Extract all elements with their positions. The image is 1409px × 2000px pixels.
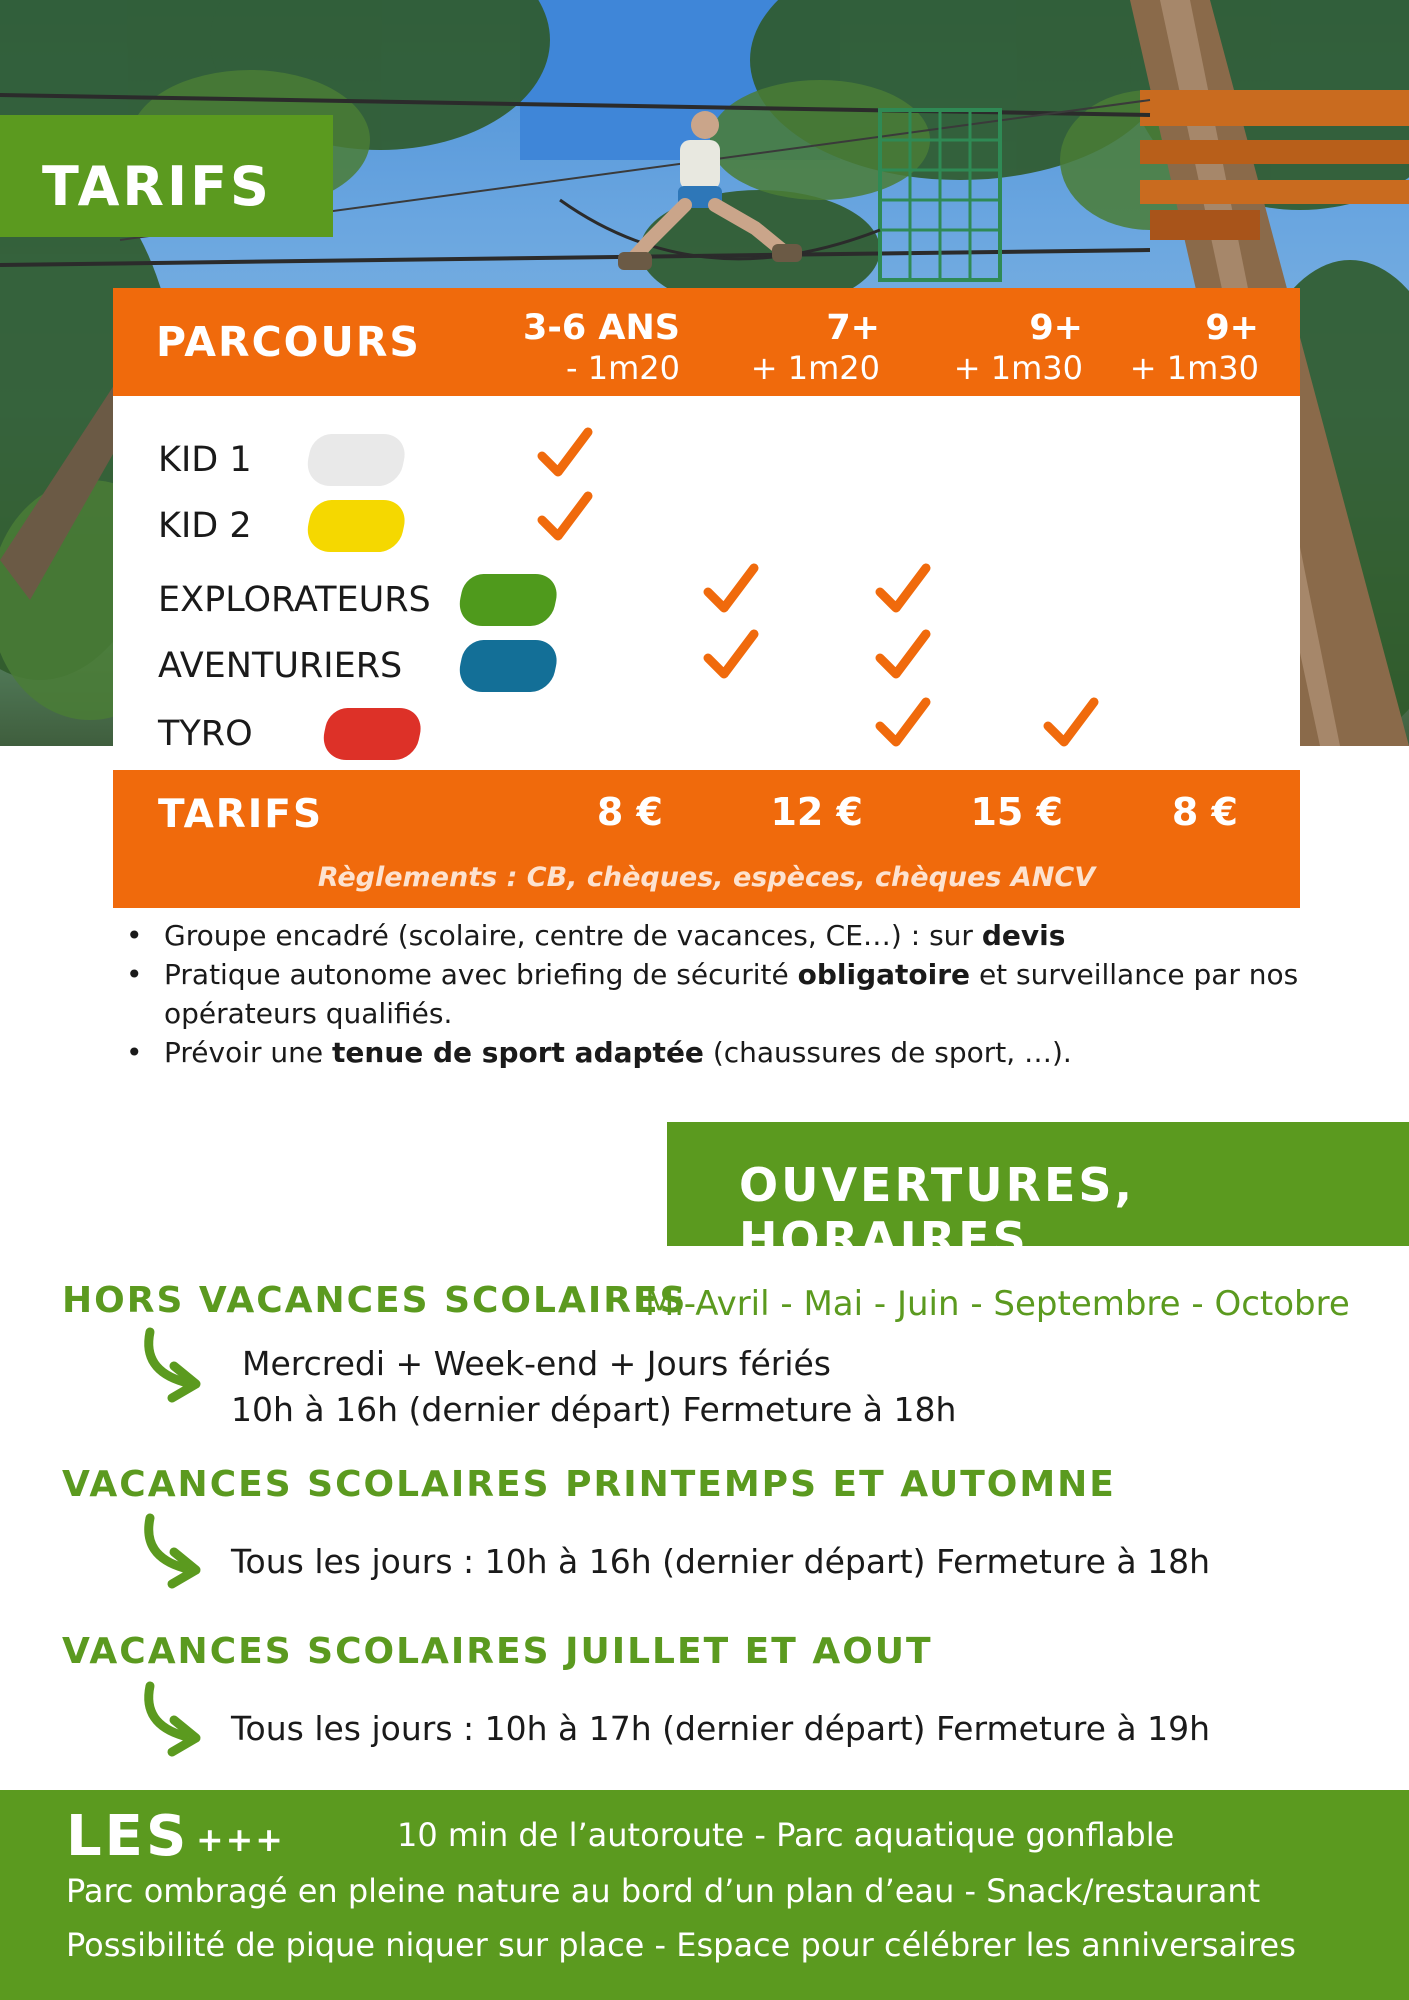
- bullet-text: et surveillance par nos opérateurs qualifiés.: [164, 958, 1299, 1030]
- check-icon: [874, 696, 932, 752]
- curved-arrow-icon: [132, 1512, 214, 1594]
- payment-methods: Règlements : CB, chèques, espèces, chèques ANCV: [317, 862, 1096, 893]
- table-footer-row: [113, 770, 1300, 908]
- advantage-line: Parc ombragé en pleine nature au bord d’un plan d’eau - Snack/restaurant: [66, 1872, 1261, 1910]
- plus-label: +++: [196, 1820, 285, 1859]
- tarifs-section-tab: TARIFS: [0, 115, 333, 237]
- column-header-line2: - 1m20: [566, 349, 680, 387]
- info-bullets: [122, 916, 1322, 1072]
- check-icon: [874, 562, 932, 618]
- column-header-line1: 9+: [1029, 308, 1083, 348]
- section-title-juillet-aout: VACANCES SCOLAIRES JUILLET ET AOUT: [62, 1631, 933, 1672]
- course-color-swatch: [454, 574, 561, 626]
- column-header-age: [500, 308, 680, 388]
- months-list: Mi-Avril - Mai - Juin - Septembre - Octobre: [645, 1284, 1350, 1324]
- price-cell: 15 €: [970, 790, 1063, 834]
- curved-arrow-icon: [132, 1326, 214, 1408]
- bullet-bold: obligatoire: [797, 958, 971, 991]
- price-cell: 8 €: [1171, 790, 1238, 834]
- column-header-line2: + 1m30: [953, 349, 1083, 387]
- bullet-text: Pratique autonome avec briefing de sécurité: [164, 958, 798, 991]
- bullet-text: Groupe encadré (scolaire, centre de vacances, CE…) : sur: [164, 919, 982, 952]
- column-header-age: [903, 308, 1083, 388]
- table-header-row: [113, 288, 1300, 396]
- list-item: [122, 1033, 1322, 1072]
- check-icon: [874, 628, 932, 684]
- column-header-line2: + 1m30: [1129, 349, 1259, 387]
- schedule-line: Mercredi + Week-end + Jours fériés: [242, 1344, 832, 1383]
- tarifs-footer-label: TARIFS: [158, 792, 324, 837]
- schedule-line: 10h à 16h (dernier départ) Fermeture à 18h: [231, 1390, 957, 1429]
- table-body: [113, 396, 1300, 758]
- course-label: EXPLORATEURS: [158, 580, 431, 620]
- course-color-swatch: [302, 500, 409, 552]
- course-color-swatch: [302, 434, 409, 486]
- bullet-bold: devis: [981, 919, 1066, 952]
- course-label: KID 2: [158, 506, 252, 546]
- course-label: AVENTURIERS: [158, 646, 403, 686]
- price-cell: 8 €: [596, 790, 663, 834]
- course-color-swatch: [318, 708, 425, 760]
- check-icon: [702, 628, 760, 684]
- advantage-line: 10 min de l’autoroute - Parc aquatique gonflable: [397, 1816, 1175, 1854]
- column-header-line1: 7+: [826, 308, 880, 348]
- section-title-printemps-automne: VACANCES SCOLAIRES PRINTEMPS ET AUTOMNE: [62, 1464, 1116, 1505]
- column-header-line1: 3-6 ANS: [522, 308, 680, 348]
- section-title-hors-vacances: HORS VACANCES SCOLAIRES: [62, 1280, 688, 1321]
- advantages-footer: [0, 1790, 1409, 2000]
- course-color-swatch: [454, 640, 561, 692]
- pricing-table: [113, 288, 1300, 908]
- schedule-line: Tous les jours : 10h à 16h (dernier départ) Fermeture à 18h: [231, 1542, 1210, 1581]
- check-icon: [536, 490, 594, 546]
- ouvertures-section-tab: OUVERTURES, HORAIRES: [667, 1122, 1409, 1246]
- check-icon: [702, 562, 760, 618]
- parcours-header: PARCOURS: [156, 318, 421, 366]
- bullet-text: (chaussures de sport, …).: [703, 1036, 1072, 1069]
- price-cell: 12 €: [770, 790, 863, 834]
- list-item: [122, 955, 1322, 1033]
- les-label: LES: [66, 1804, 190, 1869]
- column-header-age: [1079, 308, 1259, 388]
- column-header-line2: + 1m20: [750, 349, 880, 387]
- check-icon: [536, 426, 594, 482]
- column-header-age: [700, 308, 880, 388]
- bullet-bold: tenue de sport adaptée: [332, 1036, 704, 1069]
- curved-arrow-icon: [132, 1680, 214, 1762]
- list-item: [122, 916, 1322, 955]
- check-icon: [1042, 696, 1100, 752]
- course-label: TYRO: [158, 714, 253, 754]
- course-label: KID 1: [158, 440, 252, 480]
- column-header-line1: 9+: [1205, 308, 1259, 348]
- advantage-line: Possibilité de pique niquer sur place - Espace pour célébrer les anniversaires: [66, 1926, 1296, 1964]
- bullet-text: Prévoir une: [164, 1036, 333, 1069]
- schedule-line: Tous les jours : 10h à 17h (dernier départ) Fermeture à 19h: [231, 1709, 1210, 1748]
